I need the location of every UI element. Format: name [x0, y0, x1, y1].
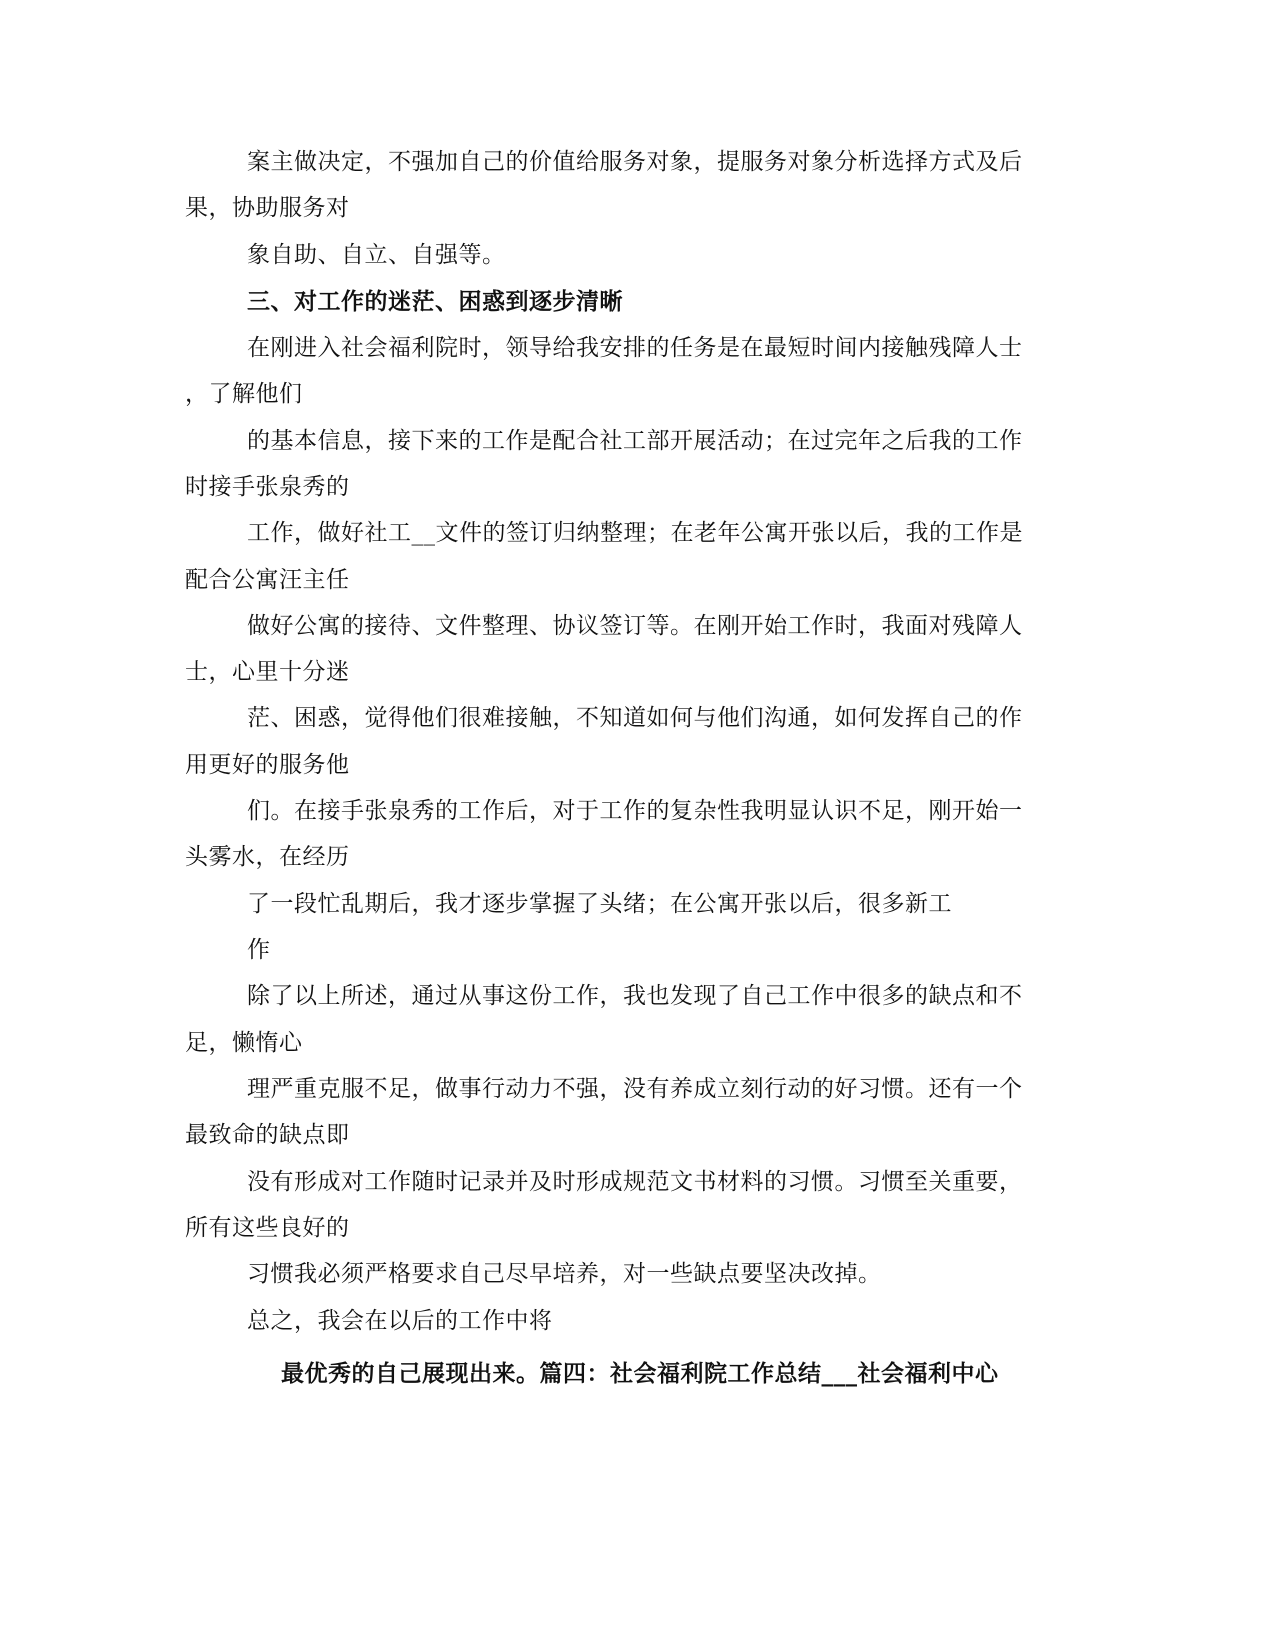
paragraph-line: 士，心里十分迷	[185, 659, 350, 685]
paragraph-line: 做好公寓的接待、文件整理、协议签订等。在刚开始工作时，我面对残障人	[247, 613, 1023, 639]
paragraph-line: 配合公寓汪主任	[185, 567, 350, 593]
paragraph-line: 的基本信息，接下来的工作是配合社工部开展活动；在过完年之后我的工作	[247, 428, 1023, 454]
paragraph-line: 习惯我必须严格要求自己尽早培养，对一些缺点要坚决改掉。	[247, 1261, 882, 1287]
paragraph-line: ，了解他们	[185, 381, 303, 407]
section-heading: 最优秀的自己展现出来。篇四：社会福利院工作总结___社会福利中心	[281, 1360, 999, 1387]
paragraph-line: 用更好的服务他	[185, 752, 350, 778]
section-heading: 三、对工作的迷茫、困惑到逐步清晰	[247, 288, 623, 315]
paragraph-line: 时接手张泉秀的	[185, 474, 350, 500]
paragraph-line: 除了以上所述，通过从事这份工作，我也发现了自己工作中很多的缺点和不	[247, 983, 1023, 1009]
paragraph-line: 最致命的缺点即	[185, 1122, 350, 1148]
paragraph-line: 了一段忙乱期后，我才逐步掌握了头绪；在公寓开张以后，很多新工	[247, 891, 952, 917]
paragraph-line: 理严重克服不足，做事行动力不强，没有养成立刻行动的好习惯。还有一个	[247, 1076, 1023, 1102]
paragraph-line: 工作，做好社工__文件的签订归纳整理；在老年公寓开张以后，我的工作是	[247, 520, 1023, 546]
paragraph-line: 案主做决定，不强加自己的价值给服务对象，提服务对象分析选择方式及后	[247, 149, 1023, 175]
paragraph-line: 足，懒惰心	[185, 1030, 303, 1056]
paragraph-line: 作	[247, 937, 271, 963]
paragraph-line: 茫、困惑，觉得他们很难接触，不知道如何与他们沟通，如何发挥自己的作	[247, 705, 1023, 731]
paragraph-line: 总之，我会在以后的工作中将	[247, 1308, 553, 1334]
paragraph-line: 所有这些良好的	[185, 1215, 350, 1241]
paragraph-line: 果，协助服务对	[185, 195, 350, 221]
paragraph-line: 在刚进入社会福利院时，领导给我安排的任务是在最短时间内接触残障人士	[247, 335, 1023, 361]
paragraph-line: 没有形成对工作随时记录并及时形成规范文书材料的习惯。习惯至关重要，	[247, 1169, 1023, 1195]
paragraph-line: 头雾水，在经历	[185, 844, 350, 870]
paragraph-line: 象自助、自立、自强等。	[247, 242, 506, 268]
paragraph-line: 们。在接手张泉秀的工作后，对于工作的复杂性我明显认识不足，刚开始一	[247, 798, 1023, 824]
